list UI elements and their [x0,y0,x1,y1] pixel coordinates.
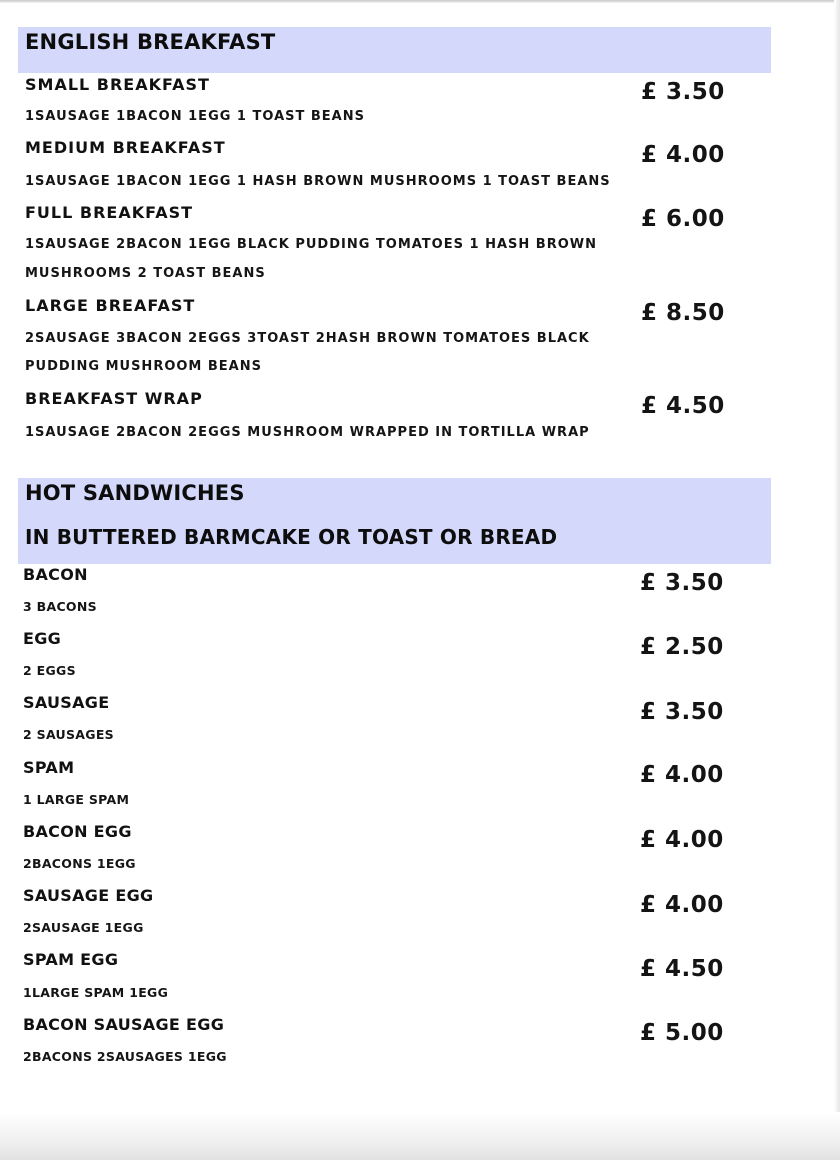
section-title: HOT SANDWICHES [25,481,245,505]
item-description: 1SAUSAGE 1BACON 1EGG 1 HASH BROWN MUSHROOMS 1 TOAST BEANS [25,174,611,189]
item-description: 2BACONS 2SAUSAGES 1EGG [23,1049,227,1064]
item-price: £ 2.50 [640,634,724,660]
item-name: BREAKFAST WRAP [25,389,203,408]
item-name: SMALL BREAKFAST [25,75,210,94]
item-description: 1SAUSAGE 1BACON 1EGG 1 TOAST BEANS [25,109,365,124]
item-price: £ 4.00 [640,892,724,918]
item-price: £ 6.00 [641,206,725,232]
item-name: BACON SAUSAGE EGG [23,1015,225,1034]
section-subtitle: IN BUTTERED BARMCAKE OR TOAST OR BREAD [25,525,558,549]
page-edge-bottom [0,1112,840,1160]
item-name: FULL BREAKFAST [25,203,194,222]
item-price: £ 3.50 [640,570,724,596]
item-description: 1SAUSAGE 2BACON 1EGG BLACK PUDDING TOMATOES 1 HASH BROWN [25,237,597,252]
item-description: 2 SAUSAGES [23,727,114,742]
item-description: 2BACONS 1EGG [23,856,136,871]
item-description: 3 BACONS [23,599,97,614]
item-price: £ 5.00 [640,1020,724,1046]
item-price: £ 4.00 [640,827,724,853]
item-price: £ 3.50 [641,79,725,105]
item-description: 1 LARGE SPAM [23,792,130,807]
item-name: SAUSAGE EGG [23,886,154,905]
item-name: SPAM EGG [23,950,119,969]
item-price: £ 4.50 [640,956,724,982]
item-price: £ 4.00 [640,762,724,788]
item-description: 2SAUSAGE 1EGG [23,920,144,935]
item-name: MEDIUM BREAKFAST [25,138,226,157]
item-price: £ 4.50 [641,393,725,419]
item-description: 1LARGE SPAM 1EGG [23,985,169,1000]
item-name: SAUSAGE [23,693,110,712]
item-price: £ 3.50 [640,699,724,725]
item-name: LARGE BREAFAST [25,296,196,315]
item-name: EGG [23,629,62,648]
section-header-band [18,27,771,73]
item-description: MUSHROOMS 2 TOAST BEANS [25,266,266,281]
item-price: £ 4.00 [641,142,725,168]
page-edge-top [0,0,840,3]
item-description: 2SAUSAGE 3BACON 2EGGS 3TOAST 2HASH BROWN TOMATOES BLACK [25,331,590,346]
item-name: BACON EGG [23,822,132,841]
item-description: 2 EGGS [23,663,76,678]
item-description: PUDDING MUSHROOM BEANS [25,359,262,374]
section-header-band [18,478,771,564]
section-title: ENGLISH BREAKFAST [25,30,276,54]
item-name: BACON [23,565,88,584]
item-price: £ 8.50 [641,300,725,326]
item-description: 1SAUSAGE 2BACON 2EGGS MUSHROOM WRAPPED IN TORTILLA WRAP [25,425,590,440]
item-name: SPAM [23,758,75,777]
page-edge-right [834,0,840,1160]
